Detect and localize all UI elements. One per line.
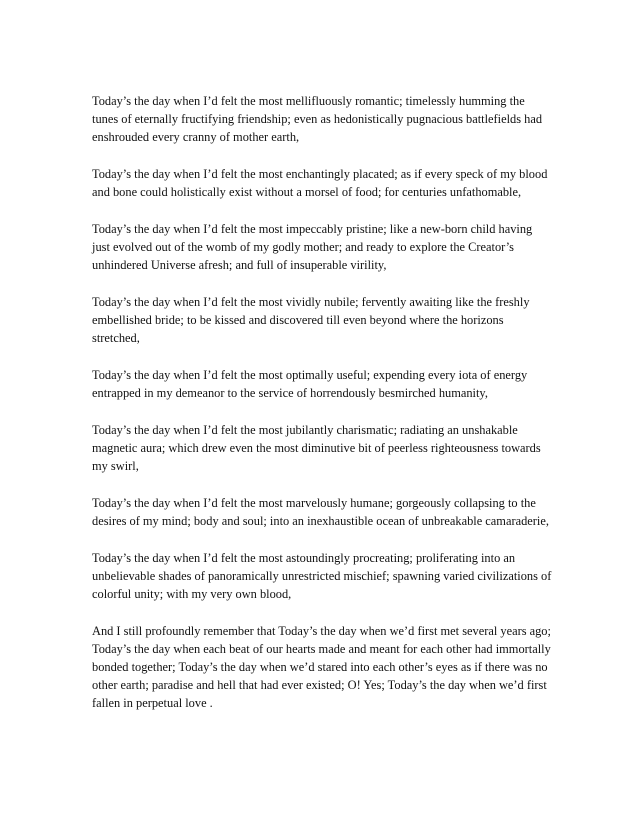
paragraph-9: And I still profoundly remember that Today’s the day when we’d first met several years ago; Today’s the day when each beat of our hearts made and meant for each other had immortally bonded together; Today’s the day when we’d stared into each other’s eyes as if there was no other earth; paradise and hell that had ever existed; O! Yes; Today’s the day when we’d first fallen in perpetual love .	[92, 624, 551, 710]
paragraph-2: Today’s the day when I’d felt the most enchantingly placated; as if every speck of my blood and bone could holistically exist without a morsel of food; for centuries unfathomable,	[92, 167, 548, 199]
paragraph-4: Today’s the day when I’d felt the most vividly nubile; fervently awaiting like the freshly embellished bride; to be kissed and discovered till even beyond where the horizons stretched,	[92, 295, 530, 345]
paragraph-1: Today’s the day when I’d felt the most mellifluously romantic; timelessly humming the tunes of eternally fructifying friendship; even as hedonistically pugnacious battlefields had enshrouded every cranny of mother earth,	[92, 94, 543, 144]
paragraph-7: Today’s the day when I’d felt the most marvelously humane; gorgeously collapsing to the desires of my mind; body and soul; into an inexhaustible ocean of unbreakable camaraderie,	[92, 496, 549, 528]
paragraph-6: Today’s the day when I’d felt the most jubilantly charismatic; radiating an unshakable magnetic aura; which drew even the most diminutive bit of peerless righteousness towards my swirl,	[92, 423, 541, 473]
paragraph-5: Today’s the day when I’d felt the most optimally useful; expending every iota of energy entrapped in my demeanor to the service of horrendously besmirched humanity,	[92, 368, 528, 400]
poem-body	[92, 92, 552, 731]
paragraph-3: Today’s the day when I’d felt the most impeccably pristine; like a new-born child having just evolved out of the womb of my godly mother; and ready to explore the Creator’s unhindered Universe afresh; and full of insuperable virility,	[92, 222, 533, 272]
paragraph-8: Today’s the day when I’d felt the most astoundingly procreating; proliferating into an unbelievable shades of panoramically unrestricted mischief; spawning varied civilizations of colorful unity; with my very own blood,	[92, 551, 552, 601]
